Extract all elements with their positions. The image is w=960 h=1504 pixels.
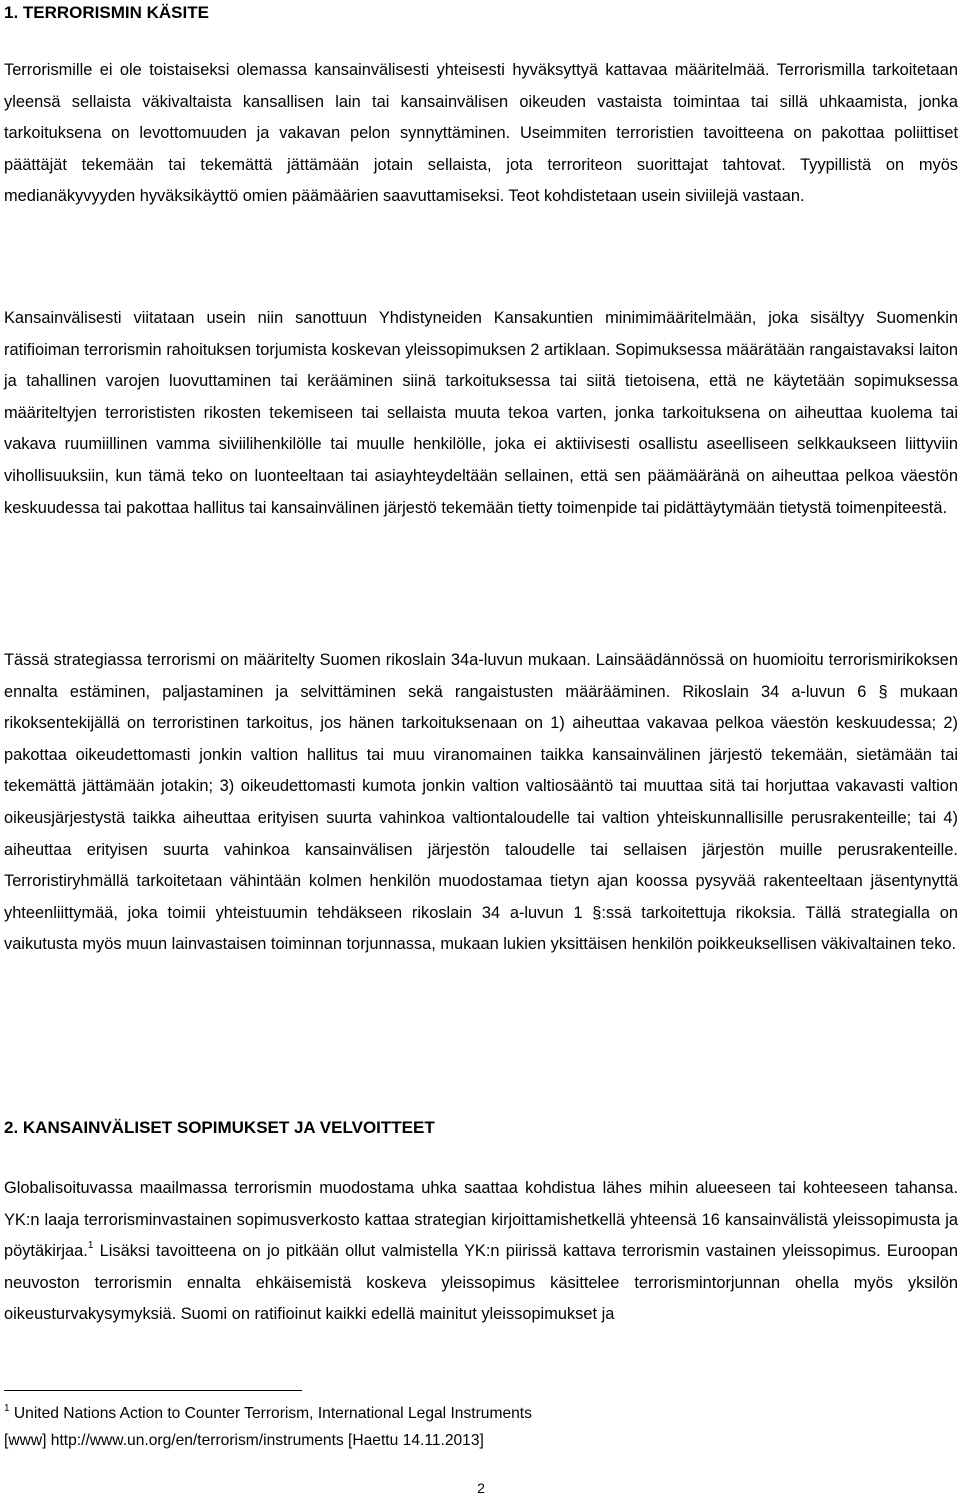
footnote bbox=[4, 1400, 958, 1454]
paragraph-text-after-footnote: Lisäksi tavoitteena on jo pitkään ollut valmistella YK:n piirissä kattava terrorismin vastainen yleissopimus. Euroopan neuvoston terrorismin ennalta ehkäisemistä koskeva yleissopimus käsittelee terrorismintorjunnan ohella myös yksilön oikeusturvakysymyksiä. Suomi on ratifioinut kaikki edellä mainitut yleissopimukset ja bbox=[4, 1242, 958, 1324]
paragraph-un-minimum-definition: Kansainvälisesti viitataan usein niin sanottuun Yhdistyneiden Kansakuntien minimimääritelmään, joka sisältyy Suomenkin ratifioiman terrorismin rahoituksen torjumista koskevan yleissopimuksen 2 artiklaan. Sopimuksessa määrätään rangaistavaksi laiton ja tahallinen varojen luovuttaminen tai kerääminen siinä tarkoituksessa tai siitä tietoisena, että ne käytetään sopimuksessa määriteltyjen terrorististen rikosten tekemiseen tai sellaista muuta tekoa varten, jonka tarkoituksena on aiheuttaa kuolema tai vakava ruumiillinen vamma siviilihenkilölle tai muulle henkilölle, joka ei aktiivisesti osallistu aseelliseen selkkaukseen liittyviin vihollisuuksiin, kun tämä teko on luonteeltaan tai asiayhteydeltään sellainen, että sen päämääränä on aiheuttaa pelkoa väestön keskuudessa tai pakottaa hallitus tai kansainvälinen järjestö tekemään tietty toimenpide tai pidättäytymään tietystä toimenpiteestä. bbox=[4, 309, 958, 517]
paragraph-text-before-footnote: Globalisoituvassa maailmassa terrorismin muodostama uhka saattaa kohdistua lähes mihin alueeseen tai kohteeseen tahansa. YK:n laaja terrorisminvastainen sopimusverkosto kattaa strategian kirjoittamishetkellä yhteensä 16 kansainvälistä yleissopimusta ja pöytäkirjaa. bbox=[4, 1179, 958, 1261]
paragraph-definition-intro: Terrorismille ei ole toistaiseksi olemassa kansainvälisesti yhteisesti hyväksyttyä kattavaa määritelmää. Terrorismilla tarkoitetaan yleensä sellaista väkivaltaista kansallisen lain tai kansainvälisen oikeuden vastaista toimintaa tai sillä uhkaamista, jonka tarkoituksena on levottomuuden ja vakavan pelon synnyttäminen. Useimmiten terroristien tavoitteena on pakottaa poliittiset päättäjät tekemään tai tekemättä jättämään jotain sellaista, jota terroriteon suorittajat tahtovat. Tyypillistä on myös medianäkyvyyden hyväksikäyttö omien päämäärien saavuttamiseksi. Teot kohdistetaan usein siviilejä vastaan. bbox=[4, 61, 958, 206]
footnote-text: United Nations Action to Counter Terrorism, International Legal Instruments bbox=[9, 1405, 532, 1422]
page-number: 2 bbox=[477, 1480, 485, 1496]
footnote-reference[interactable]: 1 bbox=[87, 1240, 94, 1252]
footnote-url-line[interactable]: [www] http://www.un.org/en/terrorism/instruments [Haettu 14.11.2013] bbox=[4, 1432, 484, 1449]
footnote-separator bbox=[4, 1390, 302, 1391]
paragraph-globalisation-threat bbox=[4, 1173, 958, 1331]
footnote-number: 1 bbox=[4, 1403, 10, 1414]
paragraph-criminal-code-definition: Tässä strategiassa terrorismi on määritelty Suomen rikoslain 34a-luvun mukaan. Lainsäädännössä on huomioitu terrorismirikoksen ennalta estäminen, paljastaminen ja selvittäminen sekä rangaistusten määrääminen. Rikoslain 34 a-luvun 6 § mukaan rikoksentekijällä on terroristinen tarkoitus, jos hänen tarkoituksenaan on 1) aiheuttaa vakavaa pelkoa väestön keskuudessa; 2) pakottaa oikeudettomasti jonkin valtion hallitus tai muu viranomainen taikka kansainvälinen järjestö tekemään, sietämään tai tekemättä jättämään jotakin; 3) oikeudettomasti kumota jonkin valtion valtiosääntö tai muuttaa sitä tai horjuttaa vakavasti valtion oikeusjärjestystä taikka aiheuttaa erityisen suurta vahinkoa valtiontaloudelle tai valtion yhteiskunnallisille perusrakenteille; tai 4) aiheuttaa erityisen suurta vahinkoa kansainvälisen järjestön taloudelle tai sellaisen järjestön muille perusrakenteille. Terroristiryhmällä tarkoitetaan vähintään kolmen henkilön muodostamaa tietyn ajan koossa pysyvää rakenteeltaan jäsentynyttä yhteenliittymää, joka toimii yhteistuumin tehdäkseen rikoslain 34 a-luvun 1 §:ssä tarkoitettuja rikoksia. Tällä strategialla on vaikutusta myös muun lainvastaisen toiminnan torjunnassa, mukaan lukien yksittäisen henkilön poikkeuksellisen väkivaltainen teko. bbox=[4, 651, 958, 954]
section-heading-international-agreements: 2. KANSAINVÄLISET SOPIMUKSET JA VELVOITTEET bbox=[4, 1118, 435, 1137]
section-heading-terrorism-concept: 1. TERRORISMIN KÄSITE bbox=[4, 3, 209, 22]
